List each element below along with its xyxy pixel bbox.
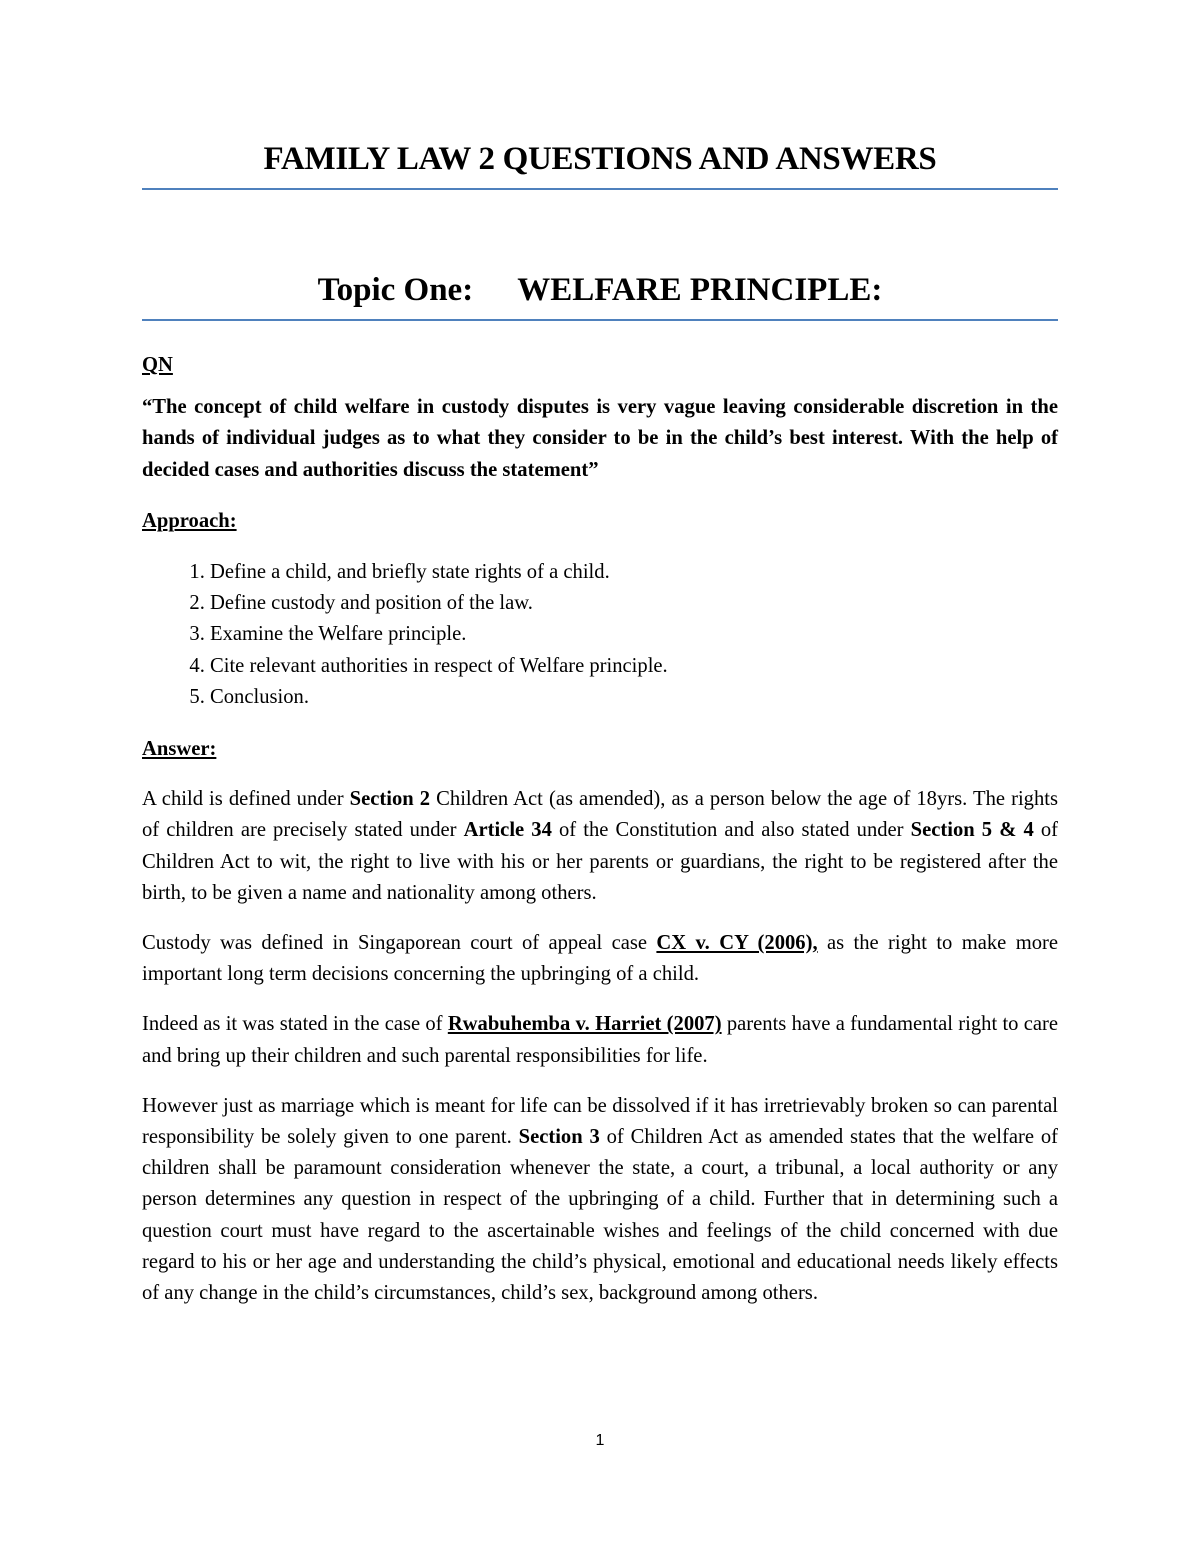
statute-reference: Section 2 [349, 788, 431, 811]
answer-paragraph-welfare-section [142, 1091, 1058, 1309]
approach-item: 3. Examine the Welfare principle. [210, 619, 1058, 650]
statute-reference: Section 3 [518, 1126, 600, 1149]
title-rule [142, 188, 1058, 190]
document-body [142, 350, 1058, 1309]
topic-name: WELFARE PRINCIPLE: [517, 272, 883, 308]
text-run: Children Act (as amended), as a person below the age of 18yrs. The rights of children are precisely stated under [142, 788, 1058, 842]
text-run: Indeed as it was stated in the case of [142, 1013, 448, 1036]
answer-paragraph-child-definition [142, 784, 1058, 909]
case-citation: Rwabuhemba v. Harriet (2007) [447, 1013, 722, 1036]
text-run: of Children Act as amended states that the welfare of children shall be paramount consideration whenever the state, a court, a tribunal, a local authority or any person determines any question in respect of the upbringing of a child. Further that in determining such a question court must have regard to the ascertainable wishes and feelings of the child concerned with due regard to his or her age and understanding the child’s physical, emotional and educational needs likely effects of any change in the child’s circumstances, child’s sex, background among others. [142, 1126, 1058, 1305]
answer-paragraph-custody-definition [142, 928, 1058, 990]
approach-item: 1. Define a child, and briefly state rights of a child. [210, 557, 1058, 588]
document-title: FAMILY LAW 2 QUESTIONS AND ANSWERS [263, 141, 937, 177]
case-citation: CX v. CY (2006), [656, 932, 818, 955]
topic-label: Topic One: [317, 272, 474, 308]
qn-label: QN [142, 354, 173, 376]
text-run: parents have a fundamental right to care and bring up their children and such parental responsibilities for life. [142, 1013, 1059, 1067]
approach-item: 5. Conclusion. [210, 682, 1058, 713]
topic-heading [142, 272, 1058, 309]
approach-label: Approach: [142, 509, 237, 532]
page-number: 1 [595, 1432, 605, 1449]
approach-list [142, 557, 1058, 713]
statute-reference: Section 5 & 4 [910, 819, 1034, 842]
approach-item: 2. Define custody and position of the law. [210, 588, 1058, 619]
text-run: as the right to make more important long term decisions concerning the upbringing of a child. [142, 932, 1059, 986]
text-run: of the Constitution and also stated under [551, 819, 911, 842]
text-run: However just as marriage which is meant for life can be dissolved if it has irretrievably broken so can parental responsibility be solely given to one parent. [142, 1094, 1058, 1149]
text-run: A child is defined under [142, 788, 350, 811]
answer-label: Answer: [142, 738, 217, 761]
question-statement: “The concept of child welfare in custody disputes is very vague leaving considerable discretion in the hands of individual judges as to what they consider to be in the child’s best interest. With the help of decided cases and authorities discuss the statement” [142, 396, 1058, 481]
approach-item: 4. Cite relevant authorities in respect of Welfare principle. [210, 651, 1058, 682]
text-run: of Children Act to wit, the right to live with his or her parents or guardians, the right to be registered after the birth, to be given a name and nationality among others. [142, 819, 1058, 904]
answer-paragraph-parental-right [142, 1009, 1058, 1071]
text-run: Custody was defined in Singaporean court of appeal case [142, 932, 657, 955]
statute-reference: Article 34 [463, 819, 552, 842]
topic-rule [142, 319, 1058, 321]
